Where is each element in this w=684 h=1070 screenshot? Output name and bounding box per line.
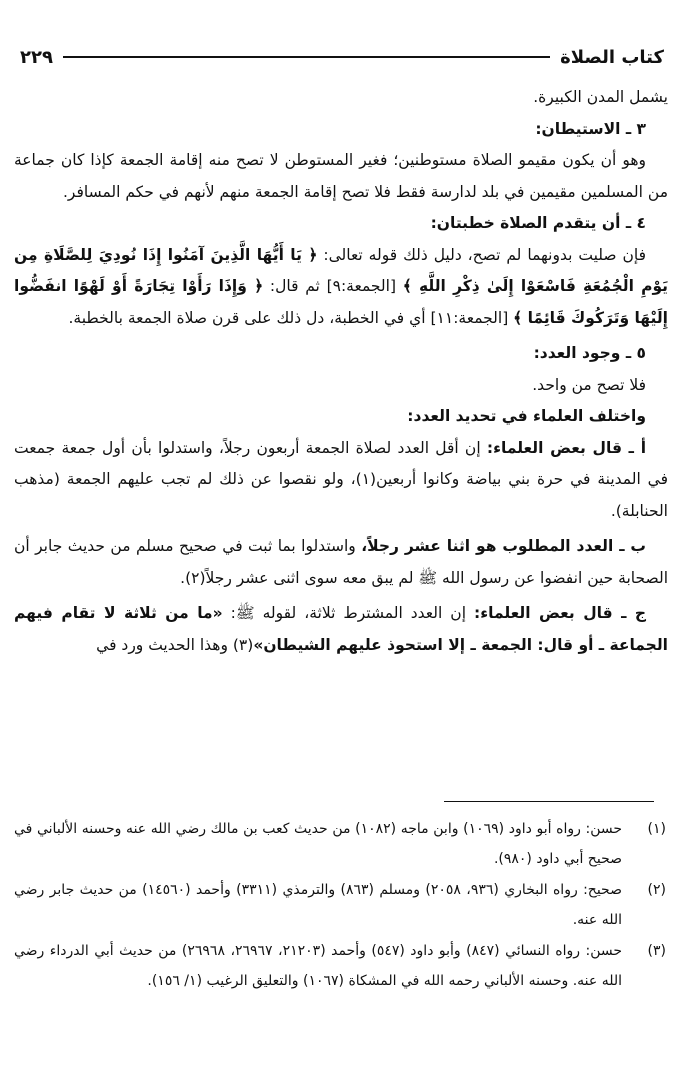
paragraph-number: فلا تصح من واحد. — [532, 375, 646, 394]
footnotes — [14, 814, 668, 997]
heading-residency: ٣ ـ الاستيطان: — [535, 119, 646, 138]
footnote — [14, 936, 668, 996]
heading-number: ٥ ـ وجود العدد: — [533, 344, 646, 362]
sermons-text-a: فإن صليت بدونهما لم تصح، دليل ذلك قوله تعالى: — [317, 245, 646, 264]
footnote-number: (٣) — [647, 943, 666, 959]
chapter-title: كتاب الصلاة — [560, 46, 664, 68]
running-header — [20, 40, 664, 74]
footnote-number: (١) — [647, 821, 666, 837]
opinion-c-text-2: (٣) وهذا الحديث ورد في — [96, 635, 254, 654]
sermons-text-c: [الجمعة:١١] أي في الخطبة، دل ذلك على قرن صلاة الجمعة بالخطبة. — [68, 308, 514, 327]
hadith-quote: «ما من ثلاثة لا تقام فيهم الجماعة ـ أو قال: الجمعة ـ إلا استحوذ عليهم الشيطان» — [14, 604, 668, 654]
opinion-a-label: أ ـ قال بعض العلماء: — [486, 438, 647, 457]
footnote — [14, 814, 668, 874]
sermons-text-b: [الجمعة:٩] ثم قال: — [263, 277, 403, 295]
opinion-b-label: ب ـ العدد المطلوب هو اثنا عشر رجلاً، — [361, 537, 646, 555]
main-text — [14, 82, 668, 661]
paragraph-continuation: يشمل المدن الكبيرة. — [533, 88, 668, 106]
footnote — [14, 875, 668, 935]
footnote-text: حسن: رواه النسائي (٨٤٧) وأبو داود (٥٤٧) وأحمد (٢١٢٠٣، ٢٦٩٦٧، ٢٦٩٦٨) من حديث أبي الدرداء رضي الله عنه. وحسنه الألباني رحمه الله في المشكاة (١٠٦٧) والتعليق الرغيب (١/ ١٥٦). — [14, 943, 623, 989]
header-rule — [63, 56, 550, 58]
opinion-b — [14, 531, 668, 594]
paragraph-residency: وهو أن يكون مقيمو الصلاة مستوطنين؛ فغير المستوطن لا تصح منه إقامة الجمعة كإذا كان جماعة من المسلمين مقيمين في بلد لدارسة فقط فلا تصح إقامة الجمعة منهم لأنهم في حكم المسافر. — [14, 151, 668, 201]
opinion-b-text: واستدلوا بما ثبت في صحيح مسلم من حديث جابر أن الصحابة حين انفضوا عن رسول الله ﷺ لم يبق معه سوى اثنى عشر رجلاً(٢). — [14, 537, 668, 587]
footnote-number: (٢) — [647, 882, 666, 898]
book-page — [14, 0, 668, 1070]
opinion-c-label: ج ـ قال بعض العلماء: — [474, 604, 647, 622]
opinion-c-text-1: إن العدد المشترط ثلاثة، لقوله ﷺ: — [222, 604, 474, 622]
quran-verse-2: ﴿ وَإِذَا رَأَوْا تِجَارَةً أَوْ لَهْوًا انفَضُّوا إِلَيْهَا وَتَرَكُوكَ قَائِمًا ﴾ — [14, 277, 668, 327]
footnote-text: صحيح: رواه البخاري (٩٣٦، ٢٠٥٨) ومسلم (٨٦٣) والترمذي (٣٣١١) وأحمد (١٤٥٦٠) من حديث جابر رضي الله عنه. — [14, 882, 622, 928]
quran-verse-1: ﴿ يَا أَيُّهَا الَّذِينَ آمَنُوا إِذَا نُودِيَ لِلصَّلَاةِ مِن يَوْمِ الْجُمُعَةِ فَاسْعَوْا إِلَىٰ ذِكْرِ اللَّهِ ﴾ — [14, 245, 668, 295]
page-number: ٢٢٩ — [20, 46, 53, 68]
opinion-c — [14, 598, 668, 661]
heading-scholars-differ: واختلف العلماء في تحديد العدد: — [407, 407, 646, 425]
heading-two-sermons: ٤ ـ أن يتقدم الصلاة خطبتان: — [430, 214, 646, 232]
opinion-a-text: إن أقل العدد لصلاة الجمعة أربعون رجلاً، واستدلوا بأن أول جمعة جمعت في المدينة في حرة بني بياضة وكانوا أربعين(١)، ولو نقصوا عن ذلك لم تجب عليهم الجمعة (مذهب الحنابلة). — [14, 438, 669, 520]
paragraph-two-sermons — [14, 240, 668, 335]
footnote-separator — [444, 801, 654, 802]
opinion-a — [14, 433, 668, 528]
footnote-text: حسن: رواه أبو داود (١٠٦٩) وابن ماجه (١٠٨٢) من حديث كعب بن مالك رضي الله عنه وحسنه الألباني في صحيح أبي داود (٩٨٠). — [14, 821, 622, 867]
